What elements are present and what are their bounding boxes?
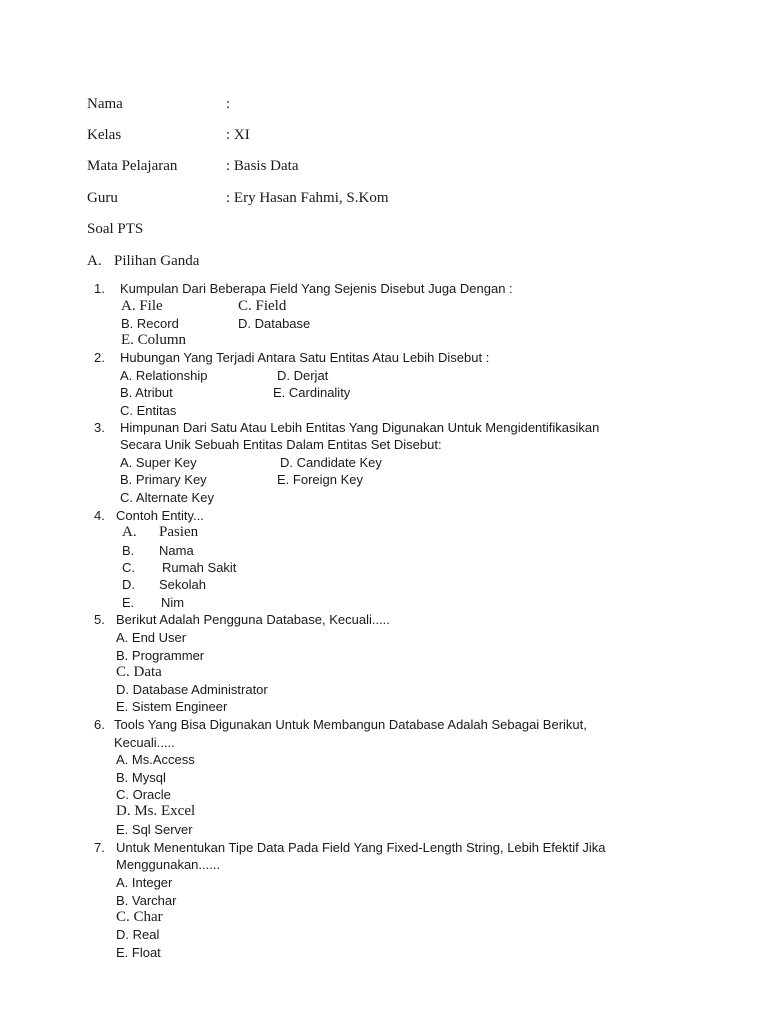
field-value-guru: : Ery Hasan Fahmi, S.Kom (226, 190, 389, 206)
question-number: 1. (94, 281, 105, 296)
question-text: Hubungan Yang Terjadi Antara Satu Entitas Atau Lebih Disebut : (120, 350, 490, 365)
answer-option: C. Data (116, 664, 162, 680)
answer-option: B. Varchar (116, 893, 177, 908)
answer-option: D. Database Administrator (116, 682, 268, 697)
question-text: Tools Yang Bisa Digunakan Untuk Membangun Database Adalah Sebagai Berikut, (114, 717, 587, 732)
answer-option: A. Super Key (120, 455, 197, 470)
answer-option: E. Sistem Engineer (116, 699, 228, 714)
question-number: 2. (94, 350, 105, 365)
field-value-kelas: : XI (226, 127, 250, 143)
answer-option: Nim (161, 595, 185, 610)
answer-option: B. Record (121, 316, 179, 331)
answer-option: E. Column (121, 332, 187, 348)
field-value-mata-pelajaran: : Basis Data (226, 158, 299, 174)
answer-option: C. Entitas (120, 403, 177, 418)
answer-option: B. Programmer (116, 648, 205, 663)
question-number: 5. (94, 612, 105, 627)
question-text: Contoh Entity... (116, 508, 204, 523)
answer-option: B. Atribut (120, 385, 173, 400)
field-label-nama: Nama (87, 96, 123, 112)
question-text: Secara Unik Sebuah Entitas Dalam Entitas Set Disebut: (120, 437, 442, 452)
answer-option: C. Char (116, 909, 163, 925)
question-number: 6. (94, 717, 105, 732)
answer-option: A. File (121, 298, 163, 314)
answer-letter: B. (122, 543, 135, 558)
field-label-kelas: Kelas (87, 127, 122, 143)
question-text: Berikut Adalah Pengguna Database, Kecuali..... (116, 612, 390, 627)
answer-option: D. Derjat (277, 368, 329, 383)
question-text: Kumpulan Dari Beberapa Field Yang Sejenis Disebut Juga Dengan : (120, 281, 513, 296)
field-label-mata-pelajaran: Mata Pelajaran (87, 158, 178, 174)
answer-option: D. Real (116, 927, 160, 942)
answer-option: A. Ms.Access (116, 752, 195, 767)
answer-letter: E. (122, 595, 135, 610)
section-title: Pilihan Ganda (114, 253, 200, 269)
question-text: Menggunakan...... (116, 857, 221, 872)
answer-option: C. Oracle (116, 787, 171, 802)
answer-option: D. Ms. Excel (116, 803, 196, 819)
answer-option: B. Mysql (116, 770, 166, 785)
answer-option: A. Relationship (120, 368, 208, 383)
answer-option: C. Field (238, 298, 287, 314)
question-text: Untuk Menentukan Tipe Data Pada Field Yang Fixed-Length String, Lebih Efektif Jika (116, 840, 606, 855)
answer-option: E. Foreign Key (277, 472, 363, 487)
question-number: 4. (94, 508, 105, 523)
answer-option: E. Cardinality (273, 385, 351, 400)
answer-option: C. Alternate Key (120, 490, 214, 505)
page-title: Soal PTS (87, 221, 144, 237)
question-number: 3. (94, 420, 105, 435)
answer-letter: A. (122, 524, 137, 540)
question-text: Kecuali..... (114, 735, 175, 750)
section-letter: A. (87, 253, 102, 269)
answer-option: Pasien (159, 524, 199, 540)
answer-letter: C. (122, 560, 135, 575)
question-text: Himpunan Dari Satu Atau Lebih Entitas Yang Digunakan Untuk Mengidentifikasikan (120, 420, 600, 435)
answer-option: Rumah Sakit (162, 560, 237, 575)
answer-option: A. End User (116, 630, 187, 645)
answer-option: Sekolah (159, 577, 206, 592)
answer-option: E. Float (116, 945, 161, 960)
answer-option: B. Primary Key (120, 472, 207, 487)
answer-option: D. Database (238, 316, 311, 331)
answer-option: D. Candidate Key (280, 455, 382, 470)
answer-option: Nama (159, 543, 194, 558)
answer-letter: D. (122, 577, 135, 592)
answer-option: A. Integer (116, 875, 173, 890)
question-number: 7. (94, 840, 105, 855)
field-label-guru: Guru (87, 190, 118, 206)
answer-option: E. Sql Server (116, 822, 193, 837)
field-value-nama: : (226, 96, 231, 112)
